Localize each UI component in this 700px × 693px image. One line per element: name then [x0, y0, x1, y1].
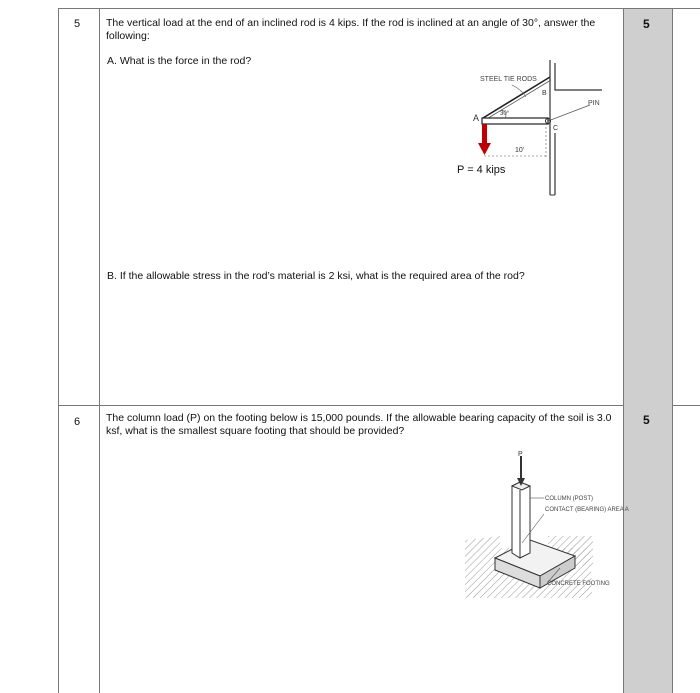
label-b: B	[542, 90, 547, 97]
table-top-border	[58, 8, 700, 9]
label-pin: PIN	[588, 100, 600, 107]
question-6-number: 6	[74, 416, 81, 428]
column-footing-figure	[460, 448, 629, 600]
horizontal-strut	[482, 118, 548, 124]
table-left-border	[58, 8, 59, 693]
label-a: A	[473, 113, 480, 123]
load-arrow	[482, 124, 487, 144]
question-5-points: 5	[643, 17, 650, 31]
inclined-rod-figure	[430, 55, 620, 200]
question-5-number: 5	[74, 18, 81, 30]
label-column: COLUMN (POST)	[545, 496, 593, 502]
row-divider	[58, 405, 700, 406]
inclined-rod	[483, 77, 550, 118]
wall-outline	[555, 63, 602, 90]
column-post	[512, 482, 530, 558]
question-5-text: The vertical load at the end of an inclined rod is 4 kips. If the rod is inclined at an angle of 30°, answer the following:	[106, 17, 596, 42]
points-column-right-border	[672, 8, 673, 693]
label-p: P	[518, 451, 523, 458]
points-column-left-border	[623, 8, 624, 693]
points-column-shade	[623, 9, 672, 693]
question-6-points: 5	[643, 413, 650, 427]
question-5-part-b: B. If the allowable stress in the rod’s material is 2 ksi, what is the required area of the rod?	[107, 270, 525, 282]
label-steel-tie-rods: STEEL TIE RODS	[480, 76, 537, 83]
question-6-text: The column load (P) on the footing below is 15,000 pounds. If the allowable bearing capacity of the soil is 3.0 ksf, what is the smallest square footing that should be provided?	[106, 412, 612, 437]
load-label: P = 4 kips	[457, 164, 506, 176]
label-contact-area: CONTACT (BEARING) AREA A	[545, 507, 629, 513]
question-5-part-a: A. What is the force in the rod?	[107, 55, 252, 67]
number-column-divider	[99, 8, 100, 693]
label-c: C	[553, 125, 559, 132]
label-footing: CONCRETE FOOTING	[547, 581, 610, 587]
label-angle: 30°	[500, 111, 510, 117]
label-dimension: 10'	[515, 147, 525, 154]
